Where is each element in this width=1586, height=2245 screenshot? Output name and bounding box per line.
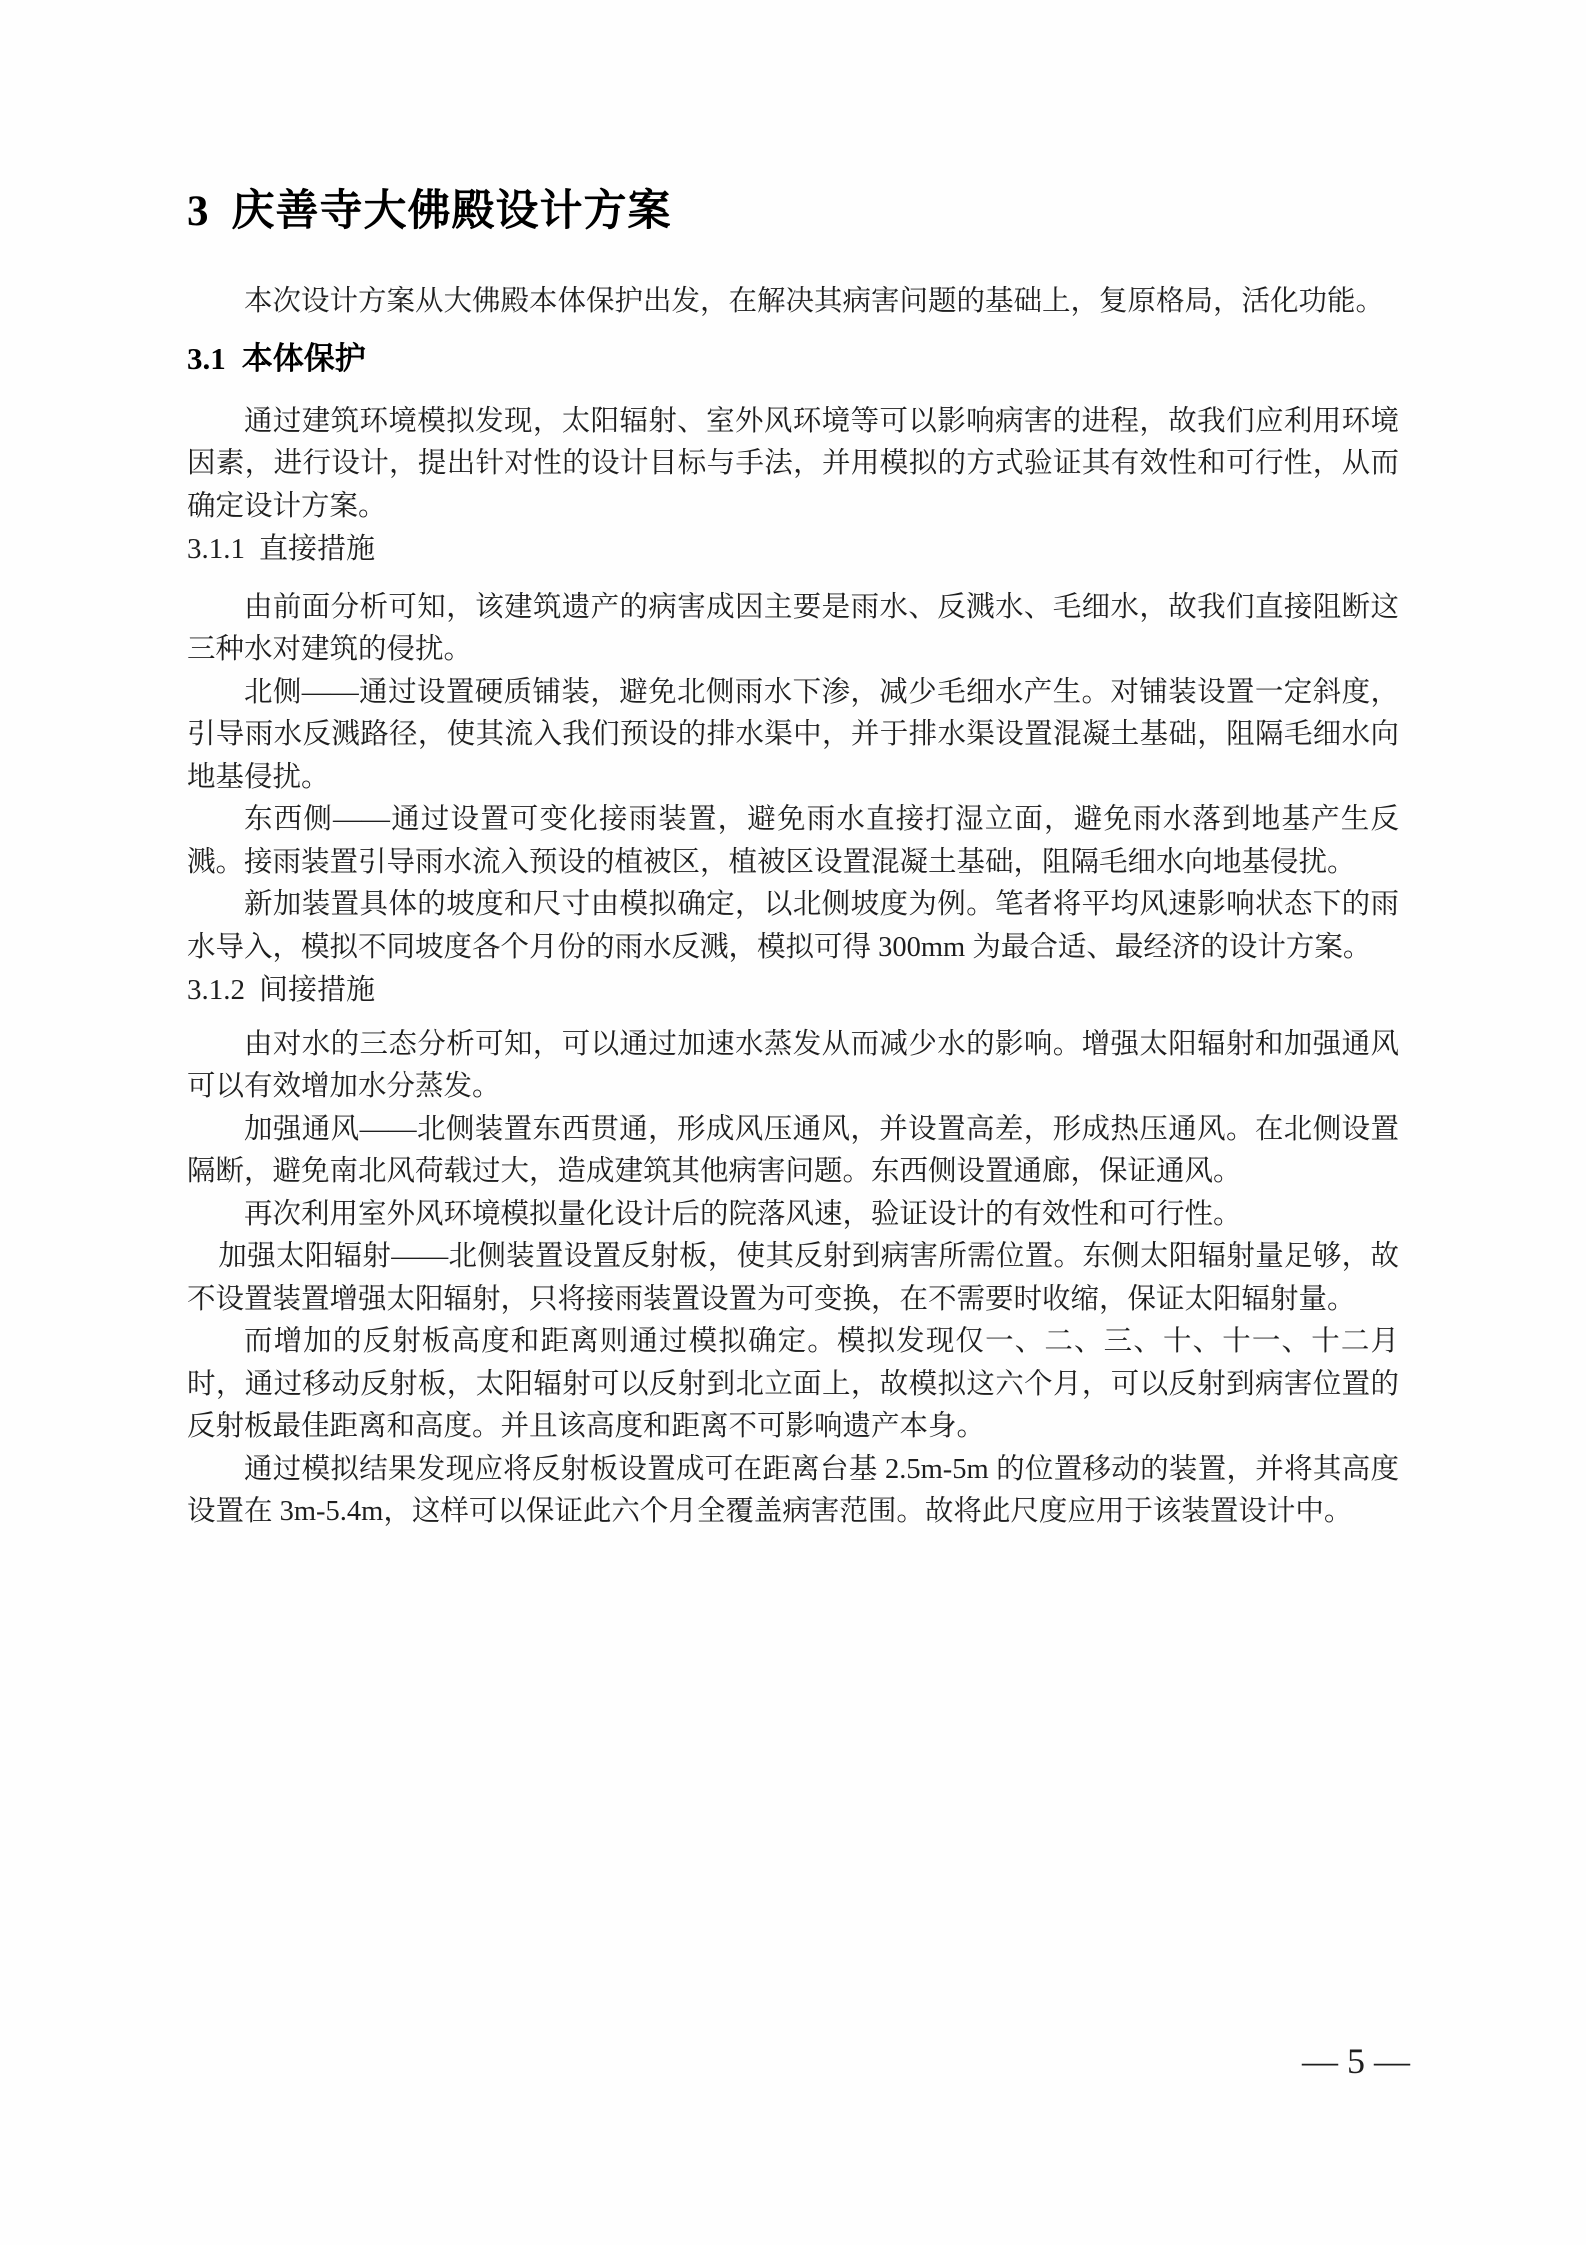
page-content (187, 0, 1399, 1534)
subsection-3-1-2-title-text: 间接措施 (259, 974, 376, 1006)
paragraph: 由对水的三态分析可知，可以通过加速水蒸发从而减少水的影响。增强太阳辐射和加强通风可以有效增加水分蒸发。 (187, 1028, 1399, 1102)
chapter-title-text: 庆善寺大佛殿设计方案 (231, 187, 672, 235)
paragraph: 通过模拟结果发现应将反射板设置成可在距离台基 2.5m-5m 的位置移动的装置，并将其高度设置在 3m-5.4m，这样可以保证此六个月全覆盖病害范围。故将此尺度应用于该装置设计中。 (187, 1453, 1399, 1527)
section-3-1-number: 3.1 (187, 340, 226, 376)
section-3-1-heading (187, 339, 1399, 379)
section-3-1-title-text: 本体保护 (241, 340, 366, 376)
subsection-3-1-1-heading (187, 528, 1399, 571)
paragraph: 新加装置具体的坡度和尺寸由模拟确定，以北侧坡度为例。笔者将平均风速影响状态下的雨水导入，模拟不同坡度各个月份的雨水反溅，模拟可得 300mm 为最合适、最经济的设计方案。 (187, 889, 1399, 963)
paragraph: 加强通风——北侧装置东西贯通，形成风压通风，并设置高差，形成热压通风。在北侧设置隔断，避免南北风荷载过大，造成建筑其他病害问题。东西侧设置通廊，保证通风。 (187, 1113, 1399, 1187)
paragraph: 再次利用室外风环境模拟量化设计后的院落风速，验证设计的有效性和可行性。 (244, 1198, 1242, 1230)
subsection-3-1-2-heading (187, 969, 1399, 1012)
subsection-3-1-1-number: 3.1.1 (187, 533, 245, 565)
paragraph: 加强太阳辐射——北侧装置设置反射板，使其反射到病害所需位置。东侧太阳辐射量足够，故不设置装置增强太阳辐射，只将接雨装置设置为可变换，在不需要时收缩，保证太阳辐射量。 (187, 1241, 1399, 1315)
paragraph: 东西侧——通过设置可变化接雨装置，避免雨水直接打湿立面，避免雨水落到地基产生反溅。接雨装置引导雨水流入预设的植被区，植被区设置混凝土基础，阻隔毛细水向地基侵扰。 (187, 804, 1399, 878)
paragraph: 而增加的反射板高度和距离则通过模拟确定。模拟发现仅一、二、三、十、十一、十二月时，通过移动反射板，太阳辐射可以反射到北立面上，故模拟这六个月，可以反射到病害位置的反射板最佳距离和高度。并且该高度和距离不可影响遗产本身。 (187, 1326, 1399, 1442)
chapter-number: 3 (187, 188, 210, 235)
chapter-title (187, 186, 1399, 237)
subsection-3-1-2-number: 3.1.2 (187, 974, 245, 1006)
section-intro-paragraph: 通过建筑环境模拟发现，太阳辐射、室外风环境等可以影响病害的进程，故我们应利用环境因素，进行设计，提出针对性的设计目标与手法，并用模拟的方式验证其有效性和可行性，从而确定设计方案。 (187, 405, 1399, 522)
subsection-3-1-1-title-text: 直接措施 (259, 533, 376, 565)
intro-paragraph: 本次设计方案从大佛殿本体保护出发，在解决其病害问题的基础上，复原格局，活化功能。 (244, 286, 1385, 317)
paragraph: 由前面分析可知，该建筑遗产的病害成因主要是雨水、反溅水、毛细水，故我们直接阻断这三种水对建筑的侵扰。 (187, 591, 1399, 665)
paragraph: 北侧——通过设置硬质铺装，避免北侧雨水下渗，减少毛细水产生。对铺装设置一定斜度，引导雨水反溅路径，使其流入我们预设的排水渠中，并于排水渠设置混凝土基础，阻隔毛细水向地基侵扰。 (187, 676, 1399, 793)
page-number: — 5 — (1302, 2041, 1410, 2081)
